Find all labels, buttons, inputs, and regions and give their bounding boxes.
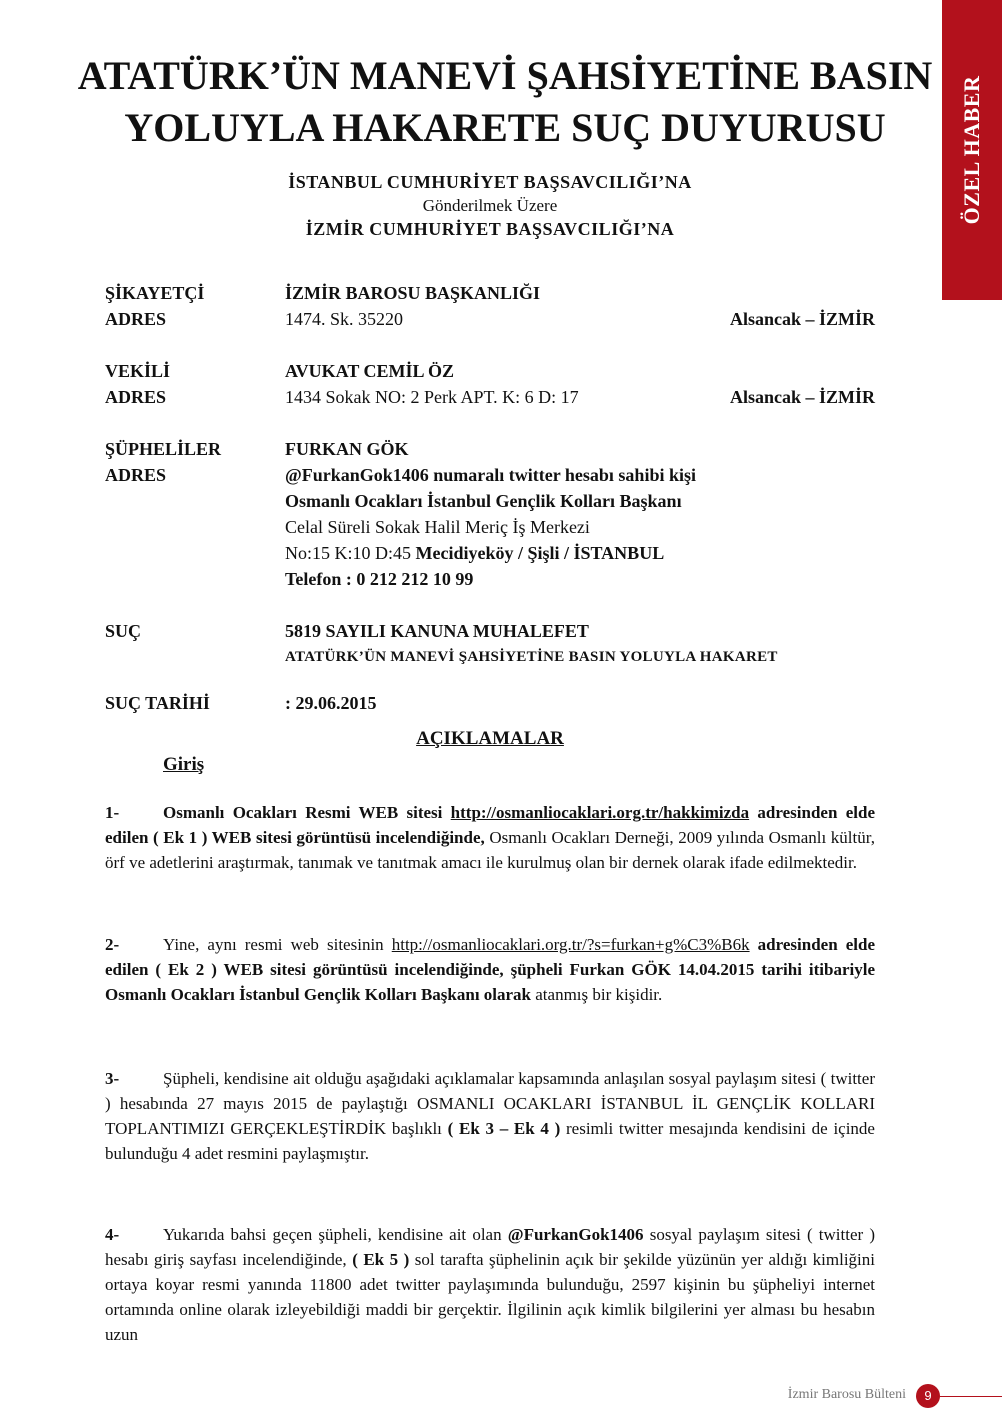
paragraph-2-rest: atanmış bir kişidir. [531,985,663,1004]
suspects-address-block [285,462,875,592]
crime-detail: ATATÜRK’ÜN MANEVİ ŞAHSİYETİNE BASIN YOLUYLA HAKARET [285,649,778,665]
suspects-address-label: ADRES [105,465,167,485]
section-tab [942,0,1002,300]
attorney-address-city: Alsancak – İZMİR [729,387,875,407]
attorney-address-row [105,384,875,410]
page-title [70,50,940,154]
attorney-address-label: ADRES [105,387,167,407]
complainant-address-label: ADRES [105,309,167,329]
complainant-label: ŞİKAYETÇİ [105,283,205,303]
attorney-address-value: 1434 Sokak NO: 2 Perk APT. K: 6 D: 17 [285,387,579,407]
attorney-value: AVUKAT CEMİL ÖZ [285,361,455,381]
crime-date-row [105,690,875,716]
attorney-row [105,358,875,384]
attorney-label: VEKİLİ [105,361,171,381]
suspects-address-row [105,462,875,592]
paragraph-3-lead: Şüpheli, kendisine ait olduğu aşağıdaki açıklamalar kapsamında anlaşılan sosyal paylaşım sitesi ( twitter ) hesabında 27 mayıs 2015 de paylaştığı OSMANLI OCAKLARI İSTANBUL İL GENÇLİK KOLLARI TOPLANTIMIZI GERÇEKLEŞTİRDİK başlıklı [105,1069,875,1138]
footer-rule [940,1396,1002,1397]
suspect-role-line: Osmanlı Ocakları İstanbul Gençlik Kolları Başkanı [285,491,682,511]
crime-value: 5819 SAYILI KANUNA MUHALEFET [285,621,589,641]
paragraph-4-middle: sosyal paylaşım sitesi ( twitter ) hesabı giriş sayfası incelendiğinde, [105,1225,875,1269]
addressee-istanbul: İSTANBUL CUMHURİYET BAŞSAVCILIĞI’NA [288,172,692,192]
paragraph-2-text [105,932,875,1007]
paragraph-1-rest: Osmanlı Ocakları Derneği, 2009 yılında Osmanlı kültür, örf ve adetlerini araştırmak, tanımak ve tanıtmak amacı ile kurulmuş olan bir dernek olarak ifade edilmektedir. [105,828,875,872]
complainant-address-value: 1474. Sk. 35220 [285,309,404,329]
complainant-value: İZMİR BAROSU BAŞKANLIĞI [285,283,541,303]
suspect-twitter-line: @FurkanGok1406 numaralı twitter hesabı sahibi kişi [285,465,696,485]
addressee-izmir: İZMİR CUMHURİYET BAŞSAVCILIĞI’NA [305,219,675,239]
page-number: 9 [916,1384,940,1408]
crime-date-value: : 29.06.2015 [285,693,377,713]
crime-date-label: SUÇ TARİHİ [105,693,210,713]
complainant-row [105,280,875,306]
paragraph-2-bold: adresinden elde edilen ( Ek 2 ) WEB sitesi görüntüsü incelendiğinde, şüpheli Furkan GÖK 14.04.2015 tarihi itibariyle Osmanlı Ocakları İstanbul Gençlik Kolları Başkanı olarak [105,935,875,1004]
paragraph-1-lead: Osmanlı Ocakları Resmi WEB sitesi [163,803,451,822]
paragraph-4-text [105,1222,875,1347]
page-footer [780,1384,1002,1410]
footer-publication: İzmir Barosu Bülteni [787,1387,906,1402]
paragraph-3-number: 3- [105,1069,120,1088]
suspects-row [105,436,875,462]
paragraph-4-lead: Yukarıda bahsi geçen şüpheli, kendisine ait olan [163,1225,508,1244]
intro-title: Giriş [163,754,205,775]
explanations-header [105,728,875,776]
paragraph-3-text [105,1066,875,1166]
complaint-header [105,172,875,716]
paragraph-3-annex: ( Ek 3 – Ek 4 ) [447,1119,561,1138]
paragraph-1-link[interactable]: http://osmanliocaklari.org.tr/hakkimizda [450,803,750,822]
paragraph-3-rest: resimli twitter mesajında kendisini de içinde bulunduğu 4 adet resmini paylaşmıştır. [105,1119,875,1163]
title-line-1: ATATÜRK’ÜN MANEVİ ŞAHSİYETİNE BASIN [77,53,933,98]
suspects-label: ŞÜPHELİLER [105,439,222,459]
addressee-block [105,172,875,240]
suspect-street-line: Celal Süreli Sokak Halil Meriç İş Merkezi [285,517,590,537]
paragraph-2-link[interactable]: http://osmanliocaklari.org.tr/?s=furkan+g%C3%B6k [391,935,750,954]
complainant-address-city: Alsancak – İZMİR [729,309,875,329]
paragraph-4-rest: sol tarafta şüphelinin açık bir şekilde yüzünün yer aldığı kimliğini ortaya koyar resmi yanında 11800 adet twitter paylaşımında bulunduğu, 2597 kişinin bu şüpheliyi internet ortamında online olarak izleyebildiği maddi bir gerçektir. İlgilinin açık kimlik bilgilerini yer alması bu hesabın uzun [105,1250,876,1344]
paragraph-1-text [105,800,875,875]
complainant-address-row [105,306,875,332]
paragraph-2-lead: Yine, aynı resmi web sitesinin [163,935,392,954]
paragraph-4-annex: ( Ek 5 ) [352,1250,410,1269]
paragraph-1 [105,800,875,875]
suspect-district: Mecidiyeköy / Şişli / İSTANBUL [415,543,665,563]
suspect-district-line [285,540,875,566]
paragraph-2 [105,932,875,1007]
crime-block [285,618,875,670]
paragraph-2-number: 2- [105,935,120,954]
crime-label: SUÇ [105,621,142,641]
crime-row [105,618,875,670]
suspect-phone-line: Telefon : 0 212 212 10 99 [285,569,474,589]
suspect-door-number: No:15 K:10 D:45 [285,543,416,563]
section-tab-label: ÖZEL HABER [959,75,984,225]
paragraph-4 [105,1222,875,1347]
paragraph-1-number: 1- [105,803,120,822]
suspects-value: FURKAN GÖK [285,439,409,459]
paragraph-4-handle: @FurkanGok1406 [507,1225,644,1244]
paragraph-4-number: 4- [105,1225,120,1244]
explanations-title: AÇIKLAMALAR [416,728,564,749]
paragraph-1-bold: adresinden elde edilen ( Ek 1 ) WEB sitesi görüntüsü incelendiğinde, [105,803,875,847]
addressee-via: Gönderilmek Üzere [422,196,558,215]
paragraph-3 [105,1066,875,1166]
title-line-2: YOLUYLA HAKARETE SUÇ DUYURUSU [124,105,886,150]
